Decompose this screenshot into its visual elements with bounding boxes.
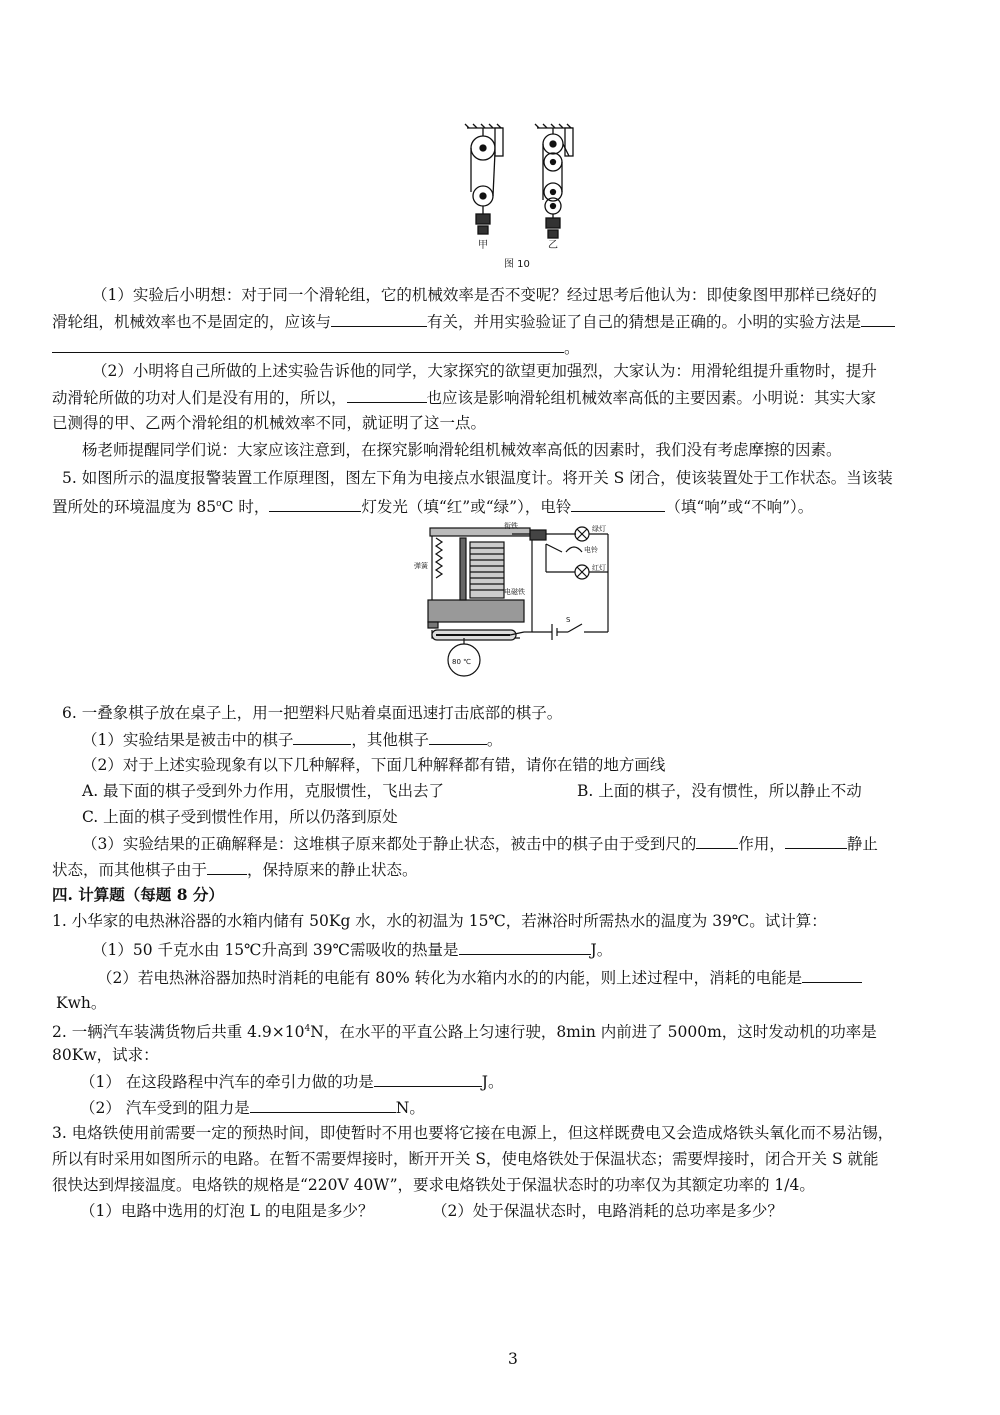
q4-p2-text-a: 动滑轮所做的功对人们是没有用的，所以， — [52, 389, 347, 407]
c2-line2: 80Kw，试求： — [52, 1046, 159, 1064]
q6-p1-text-a: （1）实验结果是被击中的棋子 — [82, 731, 294, 749]
section-4-title: 四. 计算题（每题 8 分） — [52, 885, 224, 904]
q5-text-d: （填“响”或“不响”）。 — [665, 498, 814, 517]
c1-part2 — [97, 966, 862, 989]
q6-p3-text-c: 静止 — [846, 835, 878, 853]
q5-text-c: 灯发光（填“红”或“绿”），电铃 — [361, 498, 572, 517]
label-green-lamp: 绿灯 — [592, 525, 606, 533]
c2-p1-text-b: J。 — [481, 1073, 504, 1091]
c3-line3: 很快达到焊接温度。电烙铁的规格是“220V 40W”，要求电烙铁处于保温状态时的功率仅为其额定功率的 1/4。 — [52, 1176, 815, 1194]
q4-p2-line2 — [52, 386, 876, 409]
q6-option-a[interactable]: A. 最下面的棋子受到外力作用，克服惯性，飞出去了 — [82, 782, 445, 800]
label-electromagnet: 电磁铁 — [504, 588, 525, 596]
q6-option-c[interactable]: C. 上面的棋子受到惯性作用，所以仍落到原处 — [82, 808, 398, 826]
label-armature: 衔铁 — [504, 522, 518, 530]
q6-p3-text-e: ，保持原来的静止状态。 — [247, 861, 418, 879]
c1-blank-1[interactable] — [459, 938, 591, 955]
q4-p1-line1: （1）实验后小明想：对于同一个滑轮组，它的机械效率是否不变呢？经过思考后他认为：即使象图甲那样已绕好的 — [92, 286, 877, 304]
q4-p2-line3: 已测得的甲、乙两个滑轮组的机械效率不同，就证明了这一点。 — [52, 414, 487, 432]
q6-blank-4[interactable] — [785, 832, 847, 849]
q6-part1 — [82, 728, 502, 751]
q6-blank-5[interactable] — [207, 858, 247, 875]
c2-blank-1[interactable] — [374, 1070, 482, 1087]
q4-p1-text-a: 滑轮组，机械效率也不是固定的，应该与 — [52, 313, 332, 331]
q4-blank-3[interactable] — [52, 336, 564, 353]
c3-line1: 3. 电烙铁使用前需要一定的预热时间，即使暂时不用也要将它接在电源上，但这样既费电又会造成烙铁头氧化而不易沾锡， — [52, 1124, 894, 1142]
q4-blank-4[interactable] — [347, 386, 427, 403]
c2-p2-text-a: （2） 汽车受到的阻力是 — [80, 1099, 250, 1117]
c1-blank-2[interactable] — [802, 966, 862, 983]
q5-line2 — [52, 493, 813, 518]
q6-part3-line1 — [82, 832, 878, 855]
c3-question-1: （1）电路中选用的灯泡 L 的电阻是多少？ — [80, 1202, 374, 1220]
c1-part2-unit: Kwh。 — [56, 994, 107, 1012]
c1-part1 — [92, 938, 612, 961]
label-red-lamp: 红灯 — [592, 564, 606, 572]
label-spring: 弹簧 — [414, 562, 428, 570]
q5-text-b: C 时， — [221, 498, 270, 517]
q6-blank-3[interactable] — [696, 832, 738, 849]
q6-option-b[interactable]: B. 上面的棋子，没有惯性，所以静止不动 — [577, 782, 862, 800]
q5-line1: 5. 如图所示的温度报警装置工作原理图，图左下角为电接点水银温度计。将开关 S 闭合，使该装置处于工作状态。当该装 — [62, 469, 893, 487]
q5-degree-mark: o — [216, 499, 222, 509]
c1-p1-text-b: J。 — [590, 941, 613, 959]
c2-line1 — [52, 1018, 877, 1043]
c3-question-2: （2）处于保温状态时，电路消耗的总功率是多少？ — [432, 1202, 783, 1220]
figure-caption: 图 10 — [504, 259, 530, 270]
c2-blank-2[interactable] — [250, 1096, 396, 1113]
q4-p1-line3 — [52, 336, 580, 359]
page-number: 3 — [508, 1350, 518, 1368]
q6-part3-line2 — [52, 858, 418, 881]
q4-p1-end: 。 — [564, 339, 580, 357]
q4-p1-text-b: 有关，并用实验验证了自己的猜想是正确的。小明的实验方法是 — [427, 313, 862, 331]
c2-text-b: N，在水平的平直公路上匀速行驶，8min 内前进了 5000m，这时发动机的功率是 — [310, 1023, 877, 1042]
label-switch: S — [566, 616, 571, 624]
label-thermometer: 80 ℃ — [452, 658, 471, 666]
q6-stem: 6. 一叠象棋子放在桌子上，用一把塑料尺贴着桌面迅速打击底部的棋子。 — [62, 704, 563, 722]
c2-p2-text-b: N。 — [395, 1099, 425, 1117]
figure-label-a: 甲 — [478, 240, 488, 251]
q4-p1-line2 — [52, 310, 895, 333]
q4-p2-line1: （2）小明将自己所做的上述实验告诉他的同学，大家探究的欲望更加强烈，大家认为：用滑轮组提升重物时，提升 — [92, 362, 877, 380]
c2-part1 — [80, 1070, 504, 1093]
q6-blank-1[interactable] — [293, 728, 351, 745]
c1-p1-text-a: （1）50 千克水由 15℃升高到 39℃需吸收的热量是 — [92, 941, 459, 959]
c2-part2 — [80, 1096, 425, 1119]
q5-text-a: 置所处的环境温度为 85 — [52, 498, 217, 517]
q4-blank-2[interactable] — [861, 310, 895, 327]
q6-p1-text-b: ，其他棋子 — [351, 731, 429, 749]
q4-note: 杨老师提醒同学们说：大家应该注意到，在探究影响滑轮组机械效率高低的因素时，我们没有考虑摩擦的因素。 — [82, 441, 842, 459]
q6-p3-text-b: 作用， — [738, 835, 785, 853]
q6-p3-text-d: 状态，而其他棋子由于 — [52, 861, 208, 879]
label-bell: 电铃 — [584, 546, 598, 554]
q6-p1-text-c: 。 — [486, 731, 503, 749]
c3-line2: 所以有时采用如图所示的电路。在暂不需要焊接时，断开开关 S，使电烙铁处于保温状态；需要焊接时，闭合开关 S 就能 — [52, 1150, 879, 1168]
c2-text-a: 2. 一辆汽车装满货物后共重 4.9×10 — [52, 1023, 305, 1042]
q6-p3-text-a: （3）实验结果的正确解释是：这堆棋子原来都处于静止状态，被击中的棋子由于受到尺的 — [82, 835, 697, 853]
q6-part2: （2）对于上述实验现象有以下几种解释，下面几种解释都有错，请你在错的地方画线 — [82, 756, 666, 774]
q5-blank-2[interactable] — [571, 495, 665, 512]
q6-blank-2[interactable] — [429, 728, 487, 745]
q5-blank-1[interactable] — [269, 495, 361, 512]
alarm-circuit-diagram — [412, 520, 622, 700]
q4-p2-text-b: 也应该是影响滑轮组机械效率高低的主要因素。小明说：其实大家 — [426, 389, 877, 407]
q4-blank-1[interactable] — [331, 310, 427, 327]
c2-p1-text-a: （1） 在这段路程中汽车的牵引力做的功是 — [80, 1073, 374, 1091]
c1-p2-text-a: （2）若电热淋浴器加热时消耗的电能有 80% 转化为水箱内水的的内能，则上述过程中，消耗的电能是 — [97, 969, 803, 987]
c2-exponent: 4 — [304, 1024, 311, 1034]
c1-stem: 1. 小华家的电热淋浴器的水箱内储有 50Kg 水，水的初温为 15℃，若淋浴时所需热水的温度为 39℃。试计算： — [52, 912, 827, 930]
figure-label-b: 乙 — [548, 240, 558, 251]
